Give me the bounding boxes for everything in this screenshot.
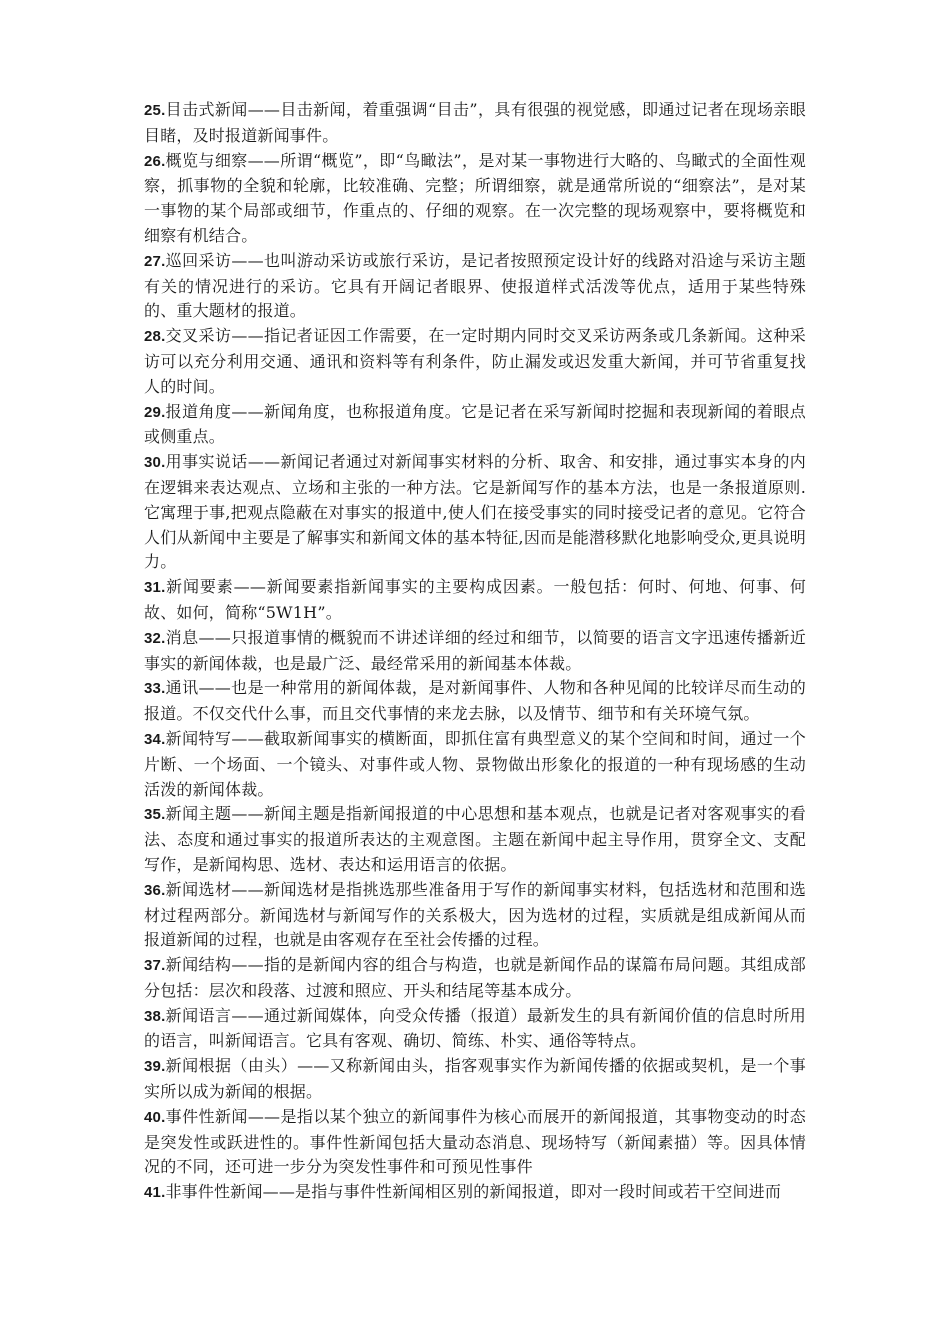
glossary-entry bbox=[144, 1054, 806, 1105]
entry-text: 报道角度——新闻角度，也称报道角度。它是记者在采写新闻时挖掘和表现新闻的着眼点或侧重点。 bbox=[144, 401, 806, 447]
entry-number: 36. bbox=[144, 881, 166, 899]
entry-number: 25. bbox=[144, 102, 166, 119]
glossary-entry bbox=[144, 450, 806, 575]
entry-number: 34. bbox=[144, 730, 166, 748]
glossary-entry bbox=[144, 249, 806, 324]
entry-text: 非事件性新闻——是指与事件性新闻相区别的新闻报道，即对一段时间或若干空间进而 bbox=[165, 1182, 782, 1202]
glossary-entry bbox=[144, 324, 806, 399]
entry-text: 新闻语言——通过新闻媒体，向受众传播（报道）最新发生的具有新闻价值的信息时所用的语言，叫新闻语言。它具有客观、确切、简练、朴实、通俗等特点。 bbox=[144, 1005, 806, 1051]
entry-number: 33. bbox=[144, 680, 166, 698]
entry-text: 新闻主题——新闻主题是指新闻报道的中心思想和基本观点，也就是记者对客观事实的看法、态度和通过事实的报道所表达的主观意图。主题在新闻中起主导作用，贯穿全文、支配写作，是新闻构思、选材、表达和运用语言的依据。 bbox=[144, 804, 806, 874]
glossary-entry bbox=[144, 575, 806, 626]
glossary-entry bbox=[144, 149, 806, 249]
entry-number: 28. bbox=[144, 328, 166, 346]
entry-number: 40. bbox=[144, 1108, 166, 1126]
glossary-entry bbox=[144, 802, 806, 877]
entry-text: 概览与细察——所谓“概览”，即“鸟瞰法”，是对某一事物进行大略的、鸟瞰式的全面性观察，抓事物的全貌和轮廓，比较准确、完整；所谓细察，就是通常所说的“细察法”，是对某一事物的某个局部或细节，作重点的、仔细的观察。在一次完整的现场观察中，要将概览和细察有机结合。 bbox=[144, 150, 806, 245]
entry-text: 新闻根据（由头）——又称新闻由头，指客观事实作为新闻传播的依据或契机，是一个事实所以成为新闻的根据。 bbox=[144, 1056, 806, 1102]
entry-text: 通讯——也是一种常用的新闻体裁，是对新闻事件、人物和各种见闻的比较详尽而生动的报道。不仅交代什么事，而且交代事情的来龙去脉，以及情节、细节和有关环境气氛。 bbox=[144, 678, 806, 724]
entry-number: 35. bbox=[144, 806, 166, 824]
glossary-list bbox=[144, 98, 806, 1206]
entry-text: 目击式新闻——目击新闻，着重强调“目击”，具有很强的视觉感，即通过记者在现场亲眼目睹，及时报道新闻事件。 bbox=[144, 100, 806, 145]
entry-text: 交叉采访——指记者证因工作需要，在一定时期内同时交叉采访两条或几条新闻。这种采访可以充分利用交通、通讯和资料等有利条件，防止漏发或迟发重大新闻，并可节省重复找人的时间。 bbox=[144, 326, 806, 396]
glossary-entry bbox=[144, 878, 806, 953]
glossary-entry bbox=[144, 676, 806, 727]
glossary-entry bbox=[144, 626, 806, 677]
entry-text: 用事实说话——新闻记者通过对新闻事实材料的分析、取舍、和安排，通过事实本身的内在逻辑来表达观点、立场和主张的一种方法。它是新闻写作的基本方法，也是一条报道原则.它寓理于事,把观点隐蔽在对事实的报道中,使人们在接受事实的同时接受记者的意见。它符合人们从新闻中主要是了解事实和新闻文体的基本特征,因而是能潜移默化地影响受众,更具说明力。 bbox=[144, 452, 806, 572]
entry-text: 巡回采访——也叫游动采访或旅行采访，是记者按照预定设计好的线路对沿途与采访主题有关的情况进行的采访。它具有开阔记者眼界、使报道样式活泼等优点，适用于某些特殊的、重大题材的报道。 bbox=[144, 250, 806, 321]
entry-number: 37. bbox=[144, 957, 166, 975]
entry-number: 27. bbox=[144, 252, 166, 270]
glossary-entry bbox=[144, 98, 806, 149]
entry-text: 新闻要素——新闻要素指新闻事实的主要构成因素。一般包括：何时、何地、何事、何故、如何，简称“5W1H”。 bbox=[144, 577, 806, 622]
entry-text: 消息——只报道事情的概貌而不讲述详细的经过和细节，以简要的语言文字迅速传播新近事实的新闻体裁，也是最广泛、最经常采用的新闻基本体裁。 bbox=[144, 627, 806, 673]
entry-number: 41. bbox=[144, 1184, 166, 1202]
glossary-entry bbox=[144, 953, 806, 1004]
entry-number: 39. bbox=[144, 1058, 166, 1076]
entry-text: 新闻选材——新闻选材是指挑选那些准备用于写作的新闻事实材料，包括选材和范围和选材过程两部分。新闻选材与新闻写作的关系极大，因为选材的过程，实质就是组成新闻从而报道新闻的过程，也就是由客观存在至社会传播的过程。 bbox=[144, 879, 806, 950]
entry-number: 29. bbox=[144, 403, 166, 421]
entry-number: 26. bbox=[144, 152, 166, 170]
entry-text: 新闻特写——截取新闻事实的横断面，即抓住富有典型意义的某个空间和时间，通过一个片断、一个场面、一个镜头、对事件或人物、景物做出形象化的报道的一种有现场感的生动活泼的新闻体裁。 bbox=[144, 728, 806, 799]
glossary-entry bbox=[144, 1180, 806, 1206]
entry-number: 31. bbox=[144, 579, 166, 597]
entry-number: 32. bbox=[144, 629, 166, 647]
glossary-entry bbox=[144, 727, 806, 802]
entry-number: 30. bbox=[144, 454, 166, 472]
entry-number: 38. bbox=[144, 1007, 166, 1025]
entry-text: 事件性新闻——是指以某个独立的新闻事件为核心而展开的新闻报道，其事物变动的时态是突发性或跃进性的。事件性新闻包括大量动态消息、现场特写（新闻素描）等。因具体情况的不同，还可进一步分为突发性事件和可预见性事件 bbox=[144, 1106, 806, 1177]
glossary-entry bbox=[144, 1004, 806, 1055]
glossary-entry bbox=[144, 400, 806, 451]
glossary-entry bbox=[144, 1105, 806, 1180]
entry-text: 新闻结构——指的是新闻内容的组合与构造，也就是新闻作品的谋篇布局问题。其组成部分包括：层次和段落、过渡和照应、开头和结尾等基本成分。 bbox=[144, 955, 806, 1000]
